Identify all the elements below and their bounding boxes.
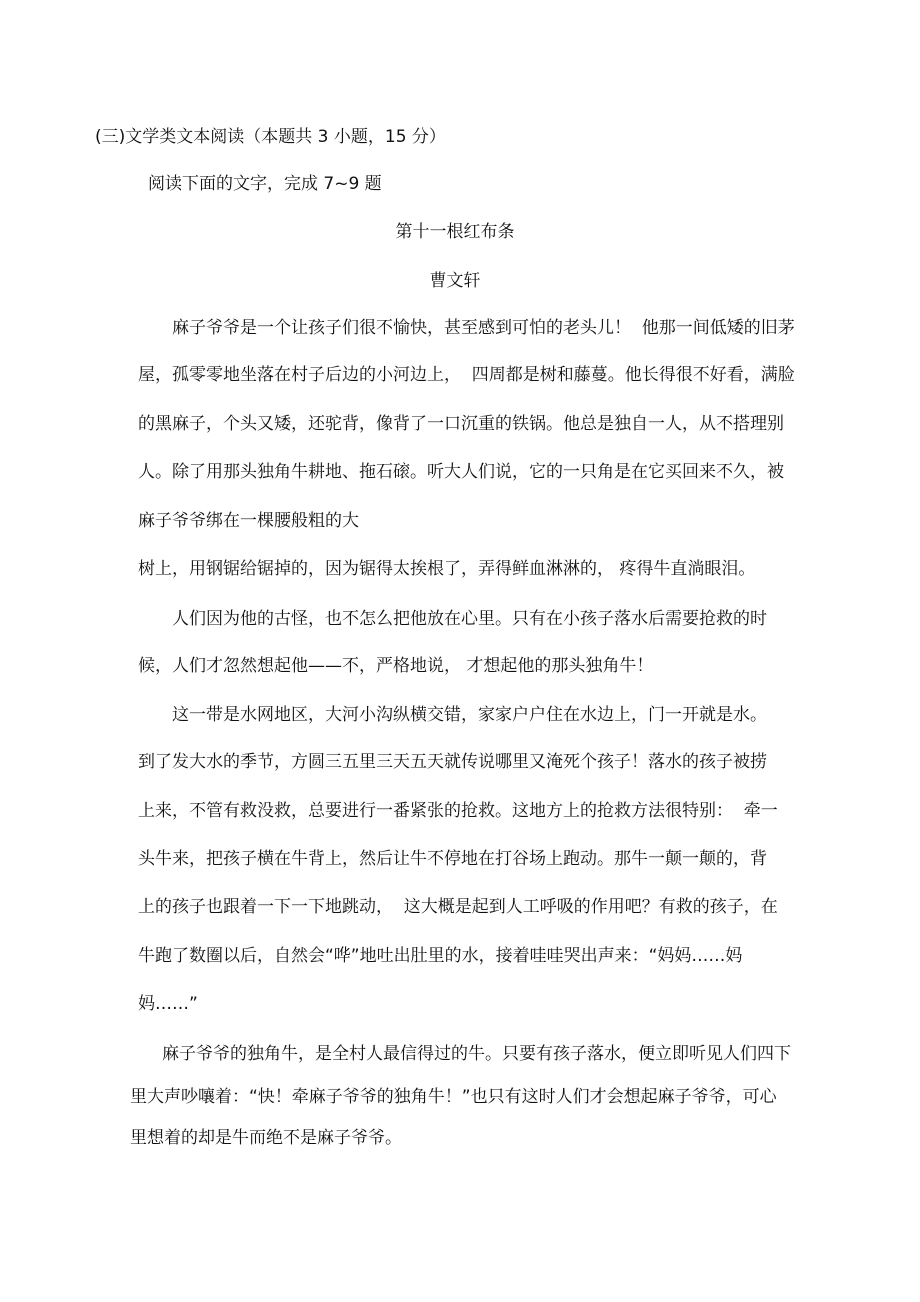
story-author: 曹文轩 <box>429 271 481 291</box>
text-line: 里想着的却是牛而绝不是麻子爷爷。 <box>130 1128 402 1148</box>
text-line: 麻子爷爷是一个让孩子们很不愉快，甚至感到可怕的老头儿！ 他那一间低矮的旧茅 <box>172 318 795 338</box>
text-line: 树上，用钢锯给锯掉的，因为锯得太挨根了，弄得鲜血淋淋的， 疼得牛直淌眼泪。 <box>138 559 756 579</box>
text-line: 上的孩子也跟着一下一下地跳动， 这大概是起到人工呼吸的作用吧？有救的孩子，在 <box>138 897 778 917</box>
story-title: 第十一根红布条 <box>395 222 515 242</box>
section-header: (三)文学类文本阅读（本题共 3 小题，15 分） <box>95 127 446 147</box>
text-line: 头牛来，把孩子横在牛背上，然后让牛不停地在打谷场上跑动。那牛一颠一颠的，背 <box>138 849 767 869</box>
text-line: 里大声吵嚷着：“快！牵麻子爷爷的独角牛！”也只有这时人们才会想起麻子爷爷，可心 <box>130 1087 777 1107</box>
text-line: 候，人们才忽然想起他——不，严格地说， 才想起他的那头独角牛！ <box>138 656 654 676</box>
text-line: 屋，孤零零地坐落在村子后边的小河边上， 四周都是树和藤蔓。他长得很不好看，满脸 <box>138 365 795 385</box>
text-line: 人们因为他的古怪，也不怎么把他放在心里。只有在小孩子落水后需要抢救的时 <box>172 609 767 629</box>
text-line: 这一带是水网地区，大河小沟纵横交错，家家户户住在水边上，门一开就是水。 <box>172 705 767 725</box>
text-line: 牛跑了数圈以后，自然会“哗”地吐出肚里的水，接着哇哇哭出声来：“妈妈……妈 <box>138 946 743 966</box>
instruction: 阅读下面的文字，完成 7~9 题 <box>148 174 382 194</box>
text-line: 的黑麻子，个头又矮，还驼背，像背了一口沉重的铁锅。他总是独自一人，从不搭理别 <box>138 414 784 434</box>
text-line: 麻子爷爷的独角牛，是全村人最信得过的牛。只要有孩子落水，便立即听见人们四下 <box>162 1044 791 1064</box>
text-line: 麻子爷爷绑在一棵腰般粗的大 <box>138 511 359 531</box>
text-line: 妈……” <box>138 994 198 1014</box>
text-line: 到了发大水的季节，方圆三五里三天五天就传说哪里又淹死个孩子！落水的孩子被捞 <box>138 752 767 772</box>
text-line: 上来，不管有救没救，总要进行一番紧张的抢救。这地方上的抢救方法很特别： 牵一 <box>138 801 778 821</box>
text-line: 人。除了用那头独角牛耕地、拖石磙。听大人们说，它的一只角是在它买回来不久，被 <box>138 462 784 482</box>
